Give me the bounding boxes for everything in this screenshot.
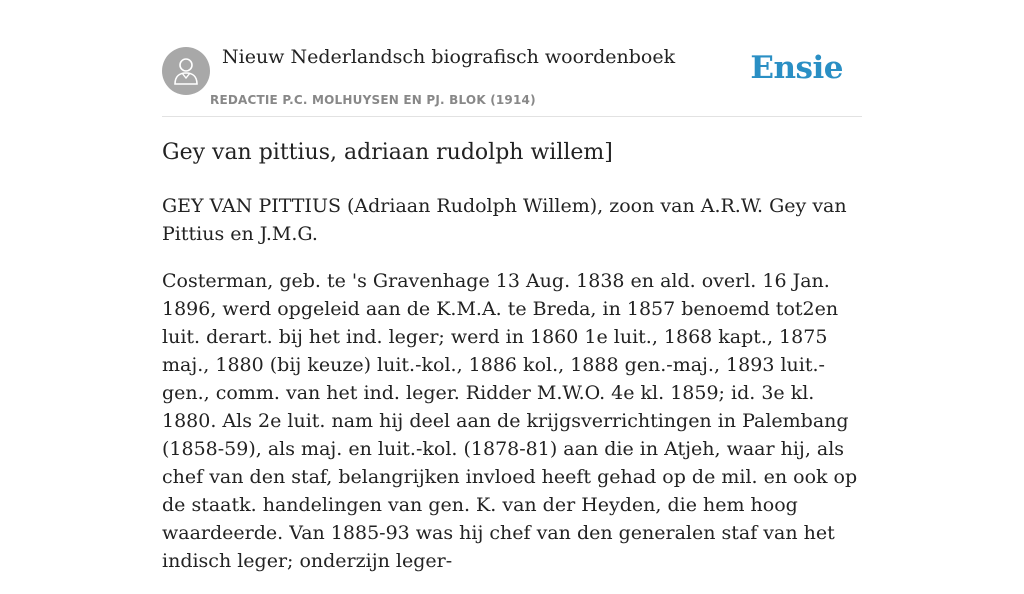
book-title[interactable]: Nieuw Nederlandsch biografisch woordenboek xyxy=(222,46,676,68)
user-icon xyxy=(172,56,200,86)
article-paragraph: Costerman, geb. te 's Gravenhage 13 Aug. 1838 en ald. overl. 16 Jan. 1896, werd opgeleid aan de K.M.A. te Breda, in 1857 benoemd tot2en luit. derart. bij het ind. leger; werd in 1860 1e luit., 1868 kapt., 1875 maj., 1880 (bij keuze) luit.-kol., 1886 kol., 1888 gen.-maj., 1893 luit.-gen., comm. van het ind. leger. Ridder M.W.O. 4e kl. 1859; id. 3e kl. 1880. Als 2e luit. nam hij deel aan de krijgsverrichtingen in Palembang (1858-59), als maj. en luit.-kol. (1878-81) aan die in Atjeh, waar hij, als chef van den staf, belangrijken invloed heeft gehad op de mil. en ook op de staatk. handelingen van gen. K. van der Heyden, die hem hoog waardeerde. Van 1885-93 was hij chef van den generalen staf van het indisch leger; onderzijn leger- xyxy=(162,270,858,572)
header xyxy=(162,0,862,117)
article-body xyxy=(162,192,862,594)
book-editors: REDACTIE P.C. MOLHUYSEN EN PJ. BLOK (1914) xyxy=(210,93,536,107)
article-title: Gey van pittius, adriaan rudolph willem] xyxy=(162,140,613,165)
page xyxy=(162,0,862,572)
avatar[interactable] xyxy=(162,47,210,95)
ensie-logo[interactable]: Ensie xyxy=(750,50,843,86)
article-paragraph: GEY VAN PITTIUS (Adriaan Rudolph Willem), zoon van A.R.W. Gey van Pittius en J.M.G. xyxy=(162,195,847,245)
